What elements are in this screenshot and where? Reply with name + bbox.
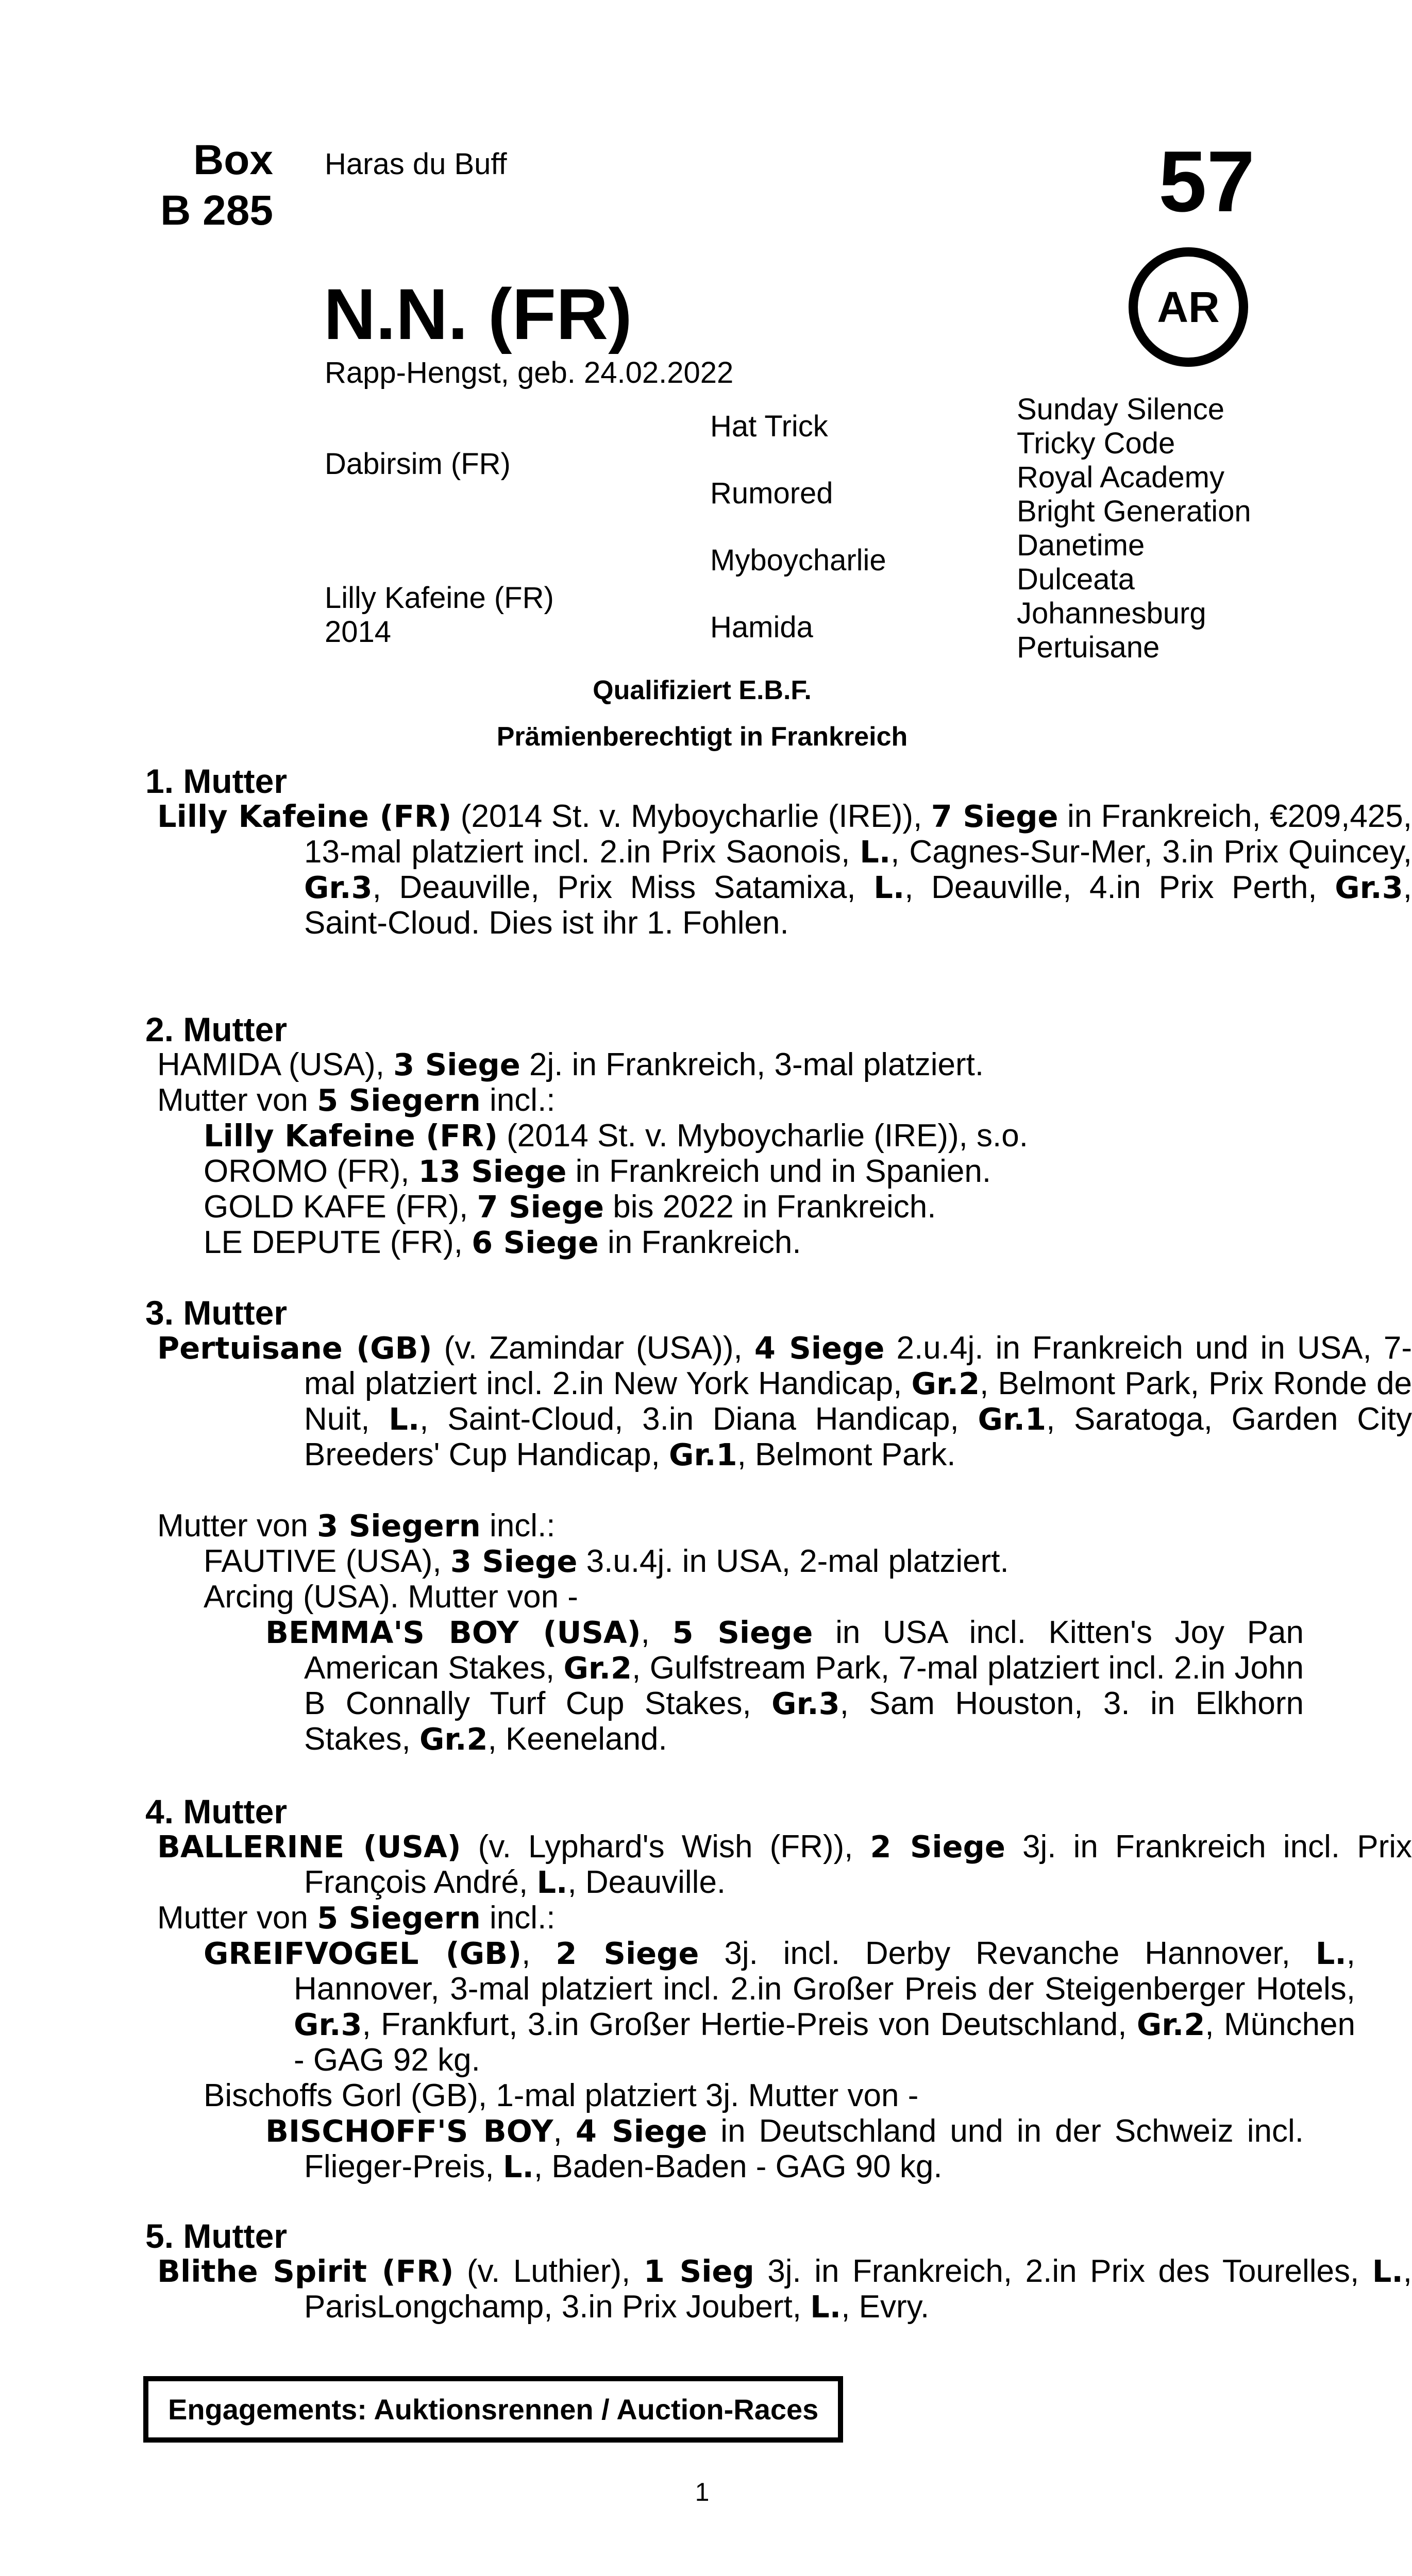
breeder: Haras du Buff xyxy=(325,147,507,181)
box-label: Box B 285 xyxy=(160,137,273,234)
pedigree-grandparent: Hat Trick xyxy=(710,410,828,443)
page-number: 1 xyxy=(695,2478,710,2506)
pedigree-grandparent: Hamida xyxy=(710,611,813,644)
second-dam-entry: HAMIDA (USA), 3 Siege 2j. in Frankreich, 3-mal platziert. xyxy=(157,1047,984,1082)
engagements-box: Engagements: Auktionsrennen / Auction-Races xyxy=(143,2376,843,2443)
grand-produce-item: BEMMA'S BOY (USA), 5 Siege in USA incl. Kitten's Joy Pan American Stakes, Gr.2, Gulfstream Park, 7-mal platziert incl. 2.in John B Connally Turf Cup Stakes, Gr.3, Sam Houston, 3. in Elkhorn Stakes, Gr.2, Keeneland. xyxy=(265,1615,1304,1757)
produce-item: GOLD KAFE (FR), 7 Siege bis 2022 in Frankreich. xyxy=(204,1189,936,1225)
horse-description: Rapp-Hengst, geb. 24.02.2022 xyxy=(325,356,734,389)
produce-item: LE DEPUTE (FR), 6 Siege in Frankreich. xyxy=(204,1225,801,1260)
produce-item: Lilly Kafeine (FR) (2014 St. v. Myboycharlie (IRE)), s.o. xyxy=(204,1118,1028,1154)
section-title: 3. Mutter xyxy=(145,1294,288,1332)
produce-summary: Mutter von 5 Siegern incl.: xyxy=(157,1082,556,1118)
produce-summary: Mutter von 5 Siegern incl.: xyxy=(157,1900,556,1936)
pedigree-great-grandparents: Sunday Silence Tricky Code Royal Academy Bright Generation Danetime Dulceata Johannesburg Pertuisane xyxy=(1017,393,1251,664)
section-title: 1. Mutter xyxy=(145,762,288,800)
qualification: Qualifiziert E.B.F. xyxy=(593,675,812,705)
pedigree-grandparent: Rumored xyxy=(710,477,833,510)
section-title: 2. Mutter xyxy=(145,1010,288,1048)
produce-item: Arcing (USA). Mutter von - xyxy=(204,1579,578,1615)
produce-item: Bischoffs Gorl (GB), 1-mal platziert 3j. Mutter von - xyxy=(204,2078,919,2113)
section-title: 4. Mutter xyxy=(145,1792,288,1831)
horse-name: N.N. (FR) xyxy=(324,274,632,354)
pedigree-dam: Lilly Kafeine (FR) 2014 xyxy=(325,581,554,649)
badge: AR xyxy=(1129,247,1248,367)
third-dam-entry: Pertuisane (GB) (v. Zamindar (USA)), 4 Siege 2.u.4j. in Frankreich und in USA, 7-mal platziert incl. 2.in New York Handicap, Gr.2, Belmont Park, Prix Ronde de Nuit, L., Saint-Cloud, 3.in Diana Handicap, Gr.1, Saratoga, Garden City Breeders' Cup Handicap, Gr.1, Belmont Park. xyxy=(157,1330,1412,1472)
pedigree-grandparent: Myboycharlie xyxy=(710,544,886,577)
produce-item: OROMO (FR), 13 Siege in Frankreich und in Spanien. xyxy=(204,1154,991,1189)
first-dam-entry: Lilly Kafeine (FR) (2014 St. v. Myboycharlie (IRE)), 7 Siege in Frankreich, €209,425, 13-mal platziert incl. 2.in Prix Saonois, L., Cagnes-Sur-Mer, 3.in Prix Quincey, Gr.3, Deauville, Prix Miss Satamixa, L., Deauville, 4.in Prix Perth, Gr.3, Saint-Cloud. Dies ist ihr 1. Fohlen. xyxy=(157,799,1412,941)
qualification: Prämienberechtigt in Frankreich xyxy=(496,722,908,752)
lot-number: 57 xyxy=(1158,133,1255,230)
produce-summary: Mutter von 3 Siegern incl.: xyxy=(157,1508,556,1544)
section-title: 5. Mutter xyxy=(145,2217,288,2255)
fourth-dam-entry: BALLERINE (USA) (v. Lyphard's Wish (FR)), 2 Siege 3j. in Frankreich incl. Prix François André, L., Deauville. xyxy=(157,1829,1412,1900)
fifth-dam-entry: Blithe Spirit (FR) (v. Luthier), 1 Sieg 3j. in Frankreich, 2.in Prix des Tourelles, L., ParisLongchamp, 3.in Prix Joubert, L., Evry. xyxy=(157,2253,1412,2325)
produce-item: GREIFVOGEL (GB), 2 Siege 3j. incl. Derby Revanche Hannover, L., Hannover, 3-mal platziert incl. 2.in Großer Preis der Steigenberger Hotels, Gr.3, Frankfurt, 3.in Großer Hertie-Preis von Deutschland, Gr.2, München - GAG 92 kg. xyxy=(204,1936,1355,2078)
grand-produce-item: BISCHOFF'S BOY, 4 Siege in Deutschland und in der Schweiz incl. Flieger-Preis, L., Baden-Baden - GAG 90 kg. xyxy=(265,2113,1304,2184)
pedigree-sire: Dabirsim (FR) xyxy=(325,447,511,481)
produce-item: FAUTIVE (USA), 3 Siege 3.u.4j. in USA, 2-mal platziert. xyxy=(204,1544,1009,1579)
